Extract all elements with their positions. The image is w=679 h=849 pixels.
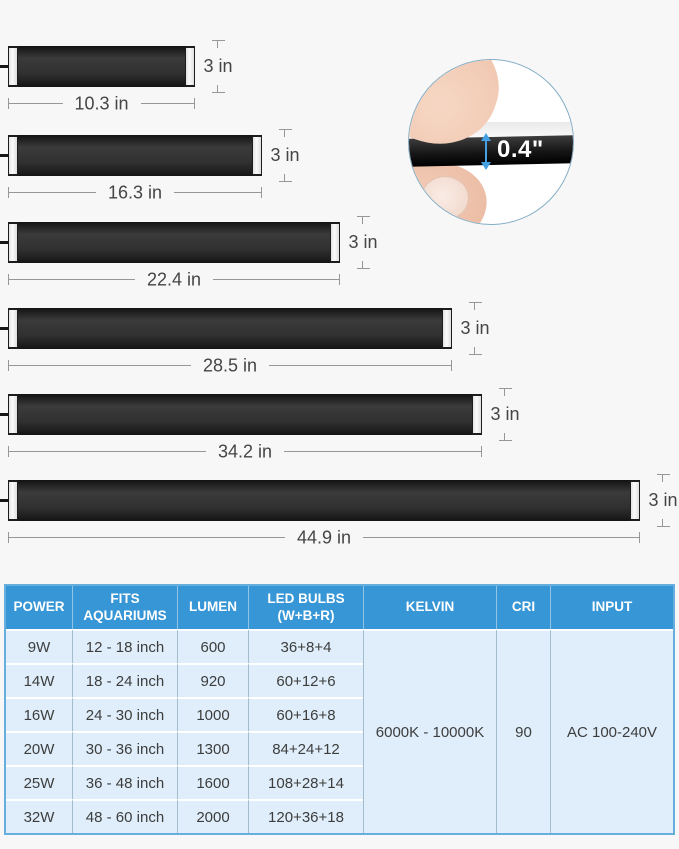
cell-cri: 90 — [496, 629, 550, 833]
left-end-cap — [8, 480, 18, 521]
length-label: 44.9 in — [285, 528, 363, 549]
left-end-cap — [8, 46, 18, 87]
cell-bulbs: 60+16+8 — [248, 697, 363, 731]
dim-cap-bottom — [499, 433, 512, 441]
lamp-body — [18, 222, 330, 263]
right-end-cap — [472, 394, 482, 435]
power-cord-stub — [0, 499, 9, 502]
height-label: 3 in — [648, 490, 678, 510]
lamp-size-row — [8, 135, 300, 203]
header-cri: CRI — [496, 586, 550, 629]
length-label: 10.3 in — [62, 94, 140, 115]
led-light-bar — [8, 480, 640, 521]
lamp-body — [18, 46, 185, 87]
height-dimension — [645, 474, 679, 527]
cell-power: 20W — [6, 731, 72, 765]
cell-fits: 12 - 18 inch — [72, 629, 177, 663]
height-label: 3 in — [203, 56, 233, 76]
lamp-size-row — [8, 480, 678, 548]
right-end-cap — [330, 222, 340, 263]
dim-cap-top — [357, 216, 370, 224]
cell-power: 14W — [6, 663, 72, 697]
length-label: 34.2 in — [206, 442, 284, 463]
lamp-body — [18, 308, 442, 349]
lamp-size-row — [8, 46, 233, 114]
right-end-cap — [630, 480, 640, 521]
cell-bulbs: 120+36+18 — [248, 799, 363, 833]
cell-bulbs: 108+28+14 — [248, 765, 363, 799]
height-label: 3 in — [460, 318, 490, 338]
thickness-label: 0.4" — [497, 136, 544, 163]
right-end-cap — [185, 46, 195, 87]
cell-power: 32W — [6, 799, 72, 833]
lamp-size-row — [8, 308, 490, 376]
dim-cap-bottom — [657, 519, 670, 527]
lamp-size-row — [8, 394, 520, 462]
length-dimension — [8, 527, 640, 548]
dim-cap-bottom — [279, 174, 292, 182]
height-label: 3 in — [270, 145, 300, 165]
power-cord-stub — [0, 65, 9, 68]
cell-fits: 30 - 36 inch — [72, 731, 177, 765]
dim-cap-top — [279, 129, 292, 137]
height-dimension — [487, 388, 523, 441]
power-cord-stub — [0, 154, 9, 157]
length-label: 28.5 in — [191, 356, 269, 377]
right-end-cap — [442, 308, 452, 349]
led-light-bar — [8, 46, 195, 87]
led-light-bar — [8, 308, 452, 349]
cell-bulbs: 84+24+12 — [248, 731, 363, 765]
thickness-inset-photo — [408, 59, 574, 225]
table-row — [6, 629, 673, 663]
spec-table — [4, 584, 675, 835]
cell-fits: 18 - 24 inch — [72, 663, 177, 697]
height-label: 3 in — [490, 404, 520, 424]
header-power: POWER — [6, 586, 72, 629]
dim-cap-bottom — [212, 85, 225, 93]
header-lumen: LUMEN — [177, 586, 248, 629]
length-dimension — [8, 182, 262, 203]
cell-power: 9W — [6, 629, 72, 663]
led-light-bar — [8, 135, 262, 176]
height-label: 3 in — [348, 232, 378, 252]
length-dimension — [8, 355, 452, 376]
power-cord-stub — [0, 413, 9, 416]
cell-bulbs: 36+8+4 — [248, 629, 363, 663]
header-kelvin: KELVIN — [363, 586, 496, 629]
dim-cap-top — [212, 40, 225, 48]
right-end-cap — [252, 135, 262, 176]
thickness-arrow-icon — [485, 140, 487, 163]
height-dimension — [200, 40, 236, 93]
lamp-body — [18, 394, 472, 435]
left-end-cap — [8, 222, 18, 263]
left-end-cap — [8, 135, 18, 176]
length-label: 16.3 in — [96, 183, 174, 204]
header-led-bulbs: LED BULBS (W+B+R) — [248, 586, 363, 629]
cell-power: 25W — [6, 765, 72, 799]
dim-cap-top — [657, 474, 670, 482]
fingernail — [421, 176, 469, 220]
cell-lumen: 920 — [177, 663, 248, 697]
height-dimension — [345, 216, 381, 269]
cell-lumen: 1300 — [177, 731, 248, 765]
dim-cap-top — [469, 302, 482, 310]
led-light-bar — [8, 394, 482, 435]
length-label: 22.4 in — [135, 270, 213, 291]
power-cord-stub — [0, 241, 9, 244]
cell-fits: 48 - 60 inch — [72, 799, 177, 833]
led-light-bar — [8, 222, 340, 263]
dim-cap-bottom — [357, 261, 370, 269]
height-dimension — [267, 129, 303, 182]
cell-lumen: 1000 — [177, 697, 248, 731]
left-end-cap — [8, 394, 18, 435]
length-dimension — [8, 441, 482, 462]
lamp-size-row — [8, 222, 378, 290]
header-fits-aquariums: FITS AQUARIUMS — [72, 586, 177, 629]
dim-cap-top — [499, 388, 512, 396]
cell-power: 16W — [6, 697, 72, 731]
table-header-row — [6, 586, 673, 629]
lamp-body — [18, 480, 630, 521]
height-dimension — [457, 302, 493, 355]
left-end-cap — [8, 308, 18, 349]
power-cord-stub — [0, 327, 9, 330]
cell-lumen: 1600 — [177, 765, 248, 799]
length-dimension — [8, 269, 340, 290]
cell-input: AC 100-240V — [550, 629, 673, 833]
cell-bulbs: 60+12+6 — [248, 663, 363, 697]
spec-table-section — [4, 584, 675, 835]
cell-fits: 24 - 30 inch — [72, 697, 177, 731]
dim-cap-bottom — [469, 347, 482, 355]
lamp-body — [18, 135, 252, 176]
cell-lumen: 600 — [177, 629, 248, 663]
cell-kelvin: 6000K - 10000K — [363, 629, 496, 833]
cell-lumen: 2000 — [177, 799, 248, 833]
length-dimension — [8, 93, 195, 114]
cell-fits: 36 - 48 inch — [72, 765, 177, 799]
header-input: INPUT — [550, 586, 673, 629]
